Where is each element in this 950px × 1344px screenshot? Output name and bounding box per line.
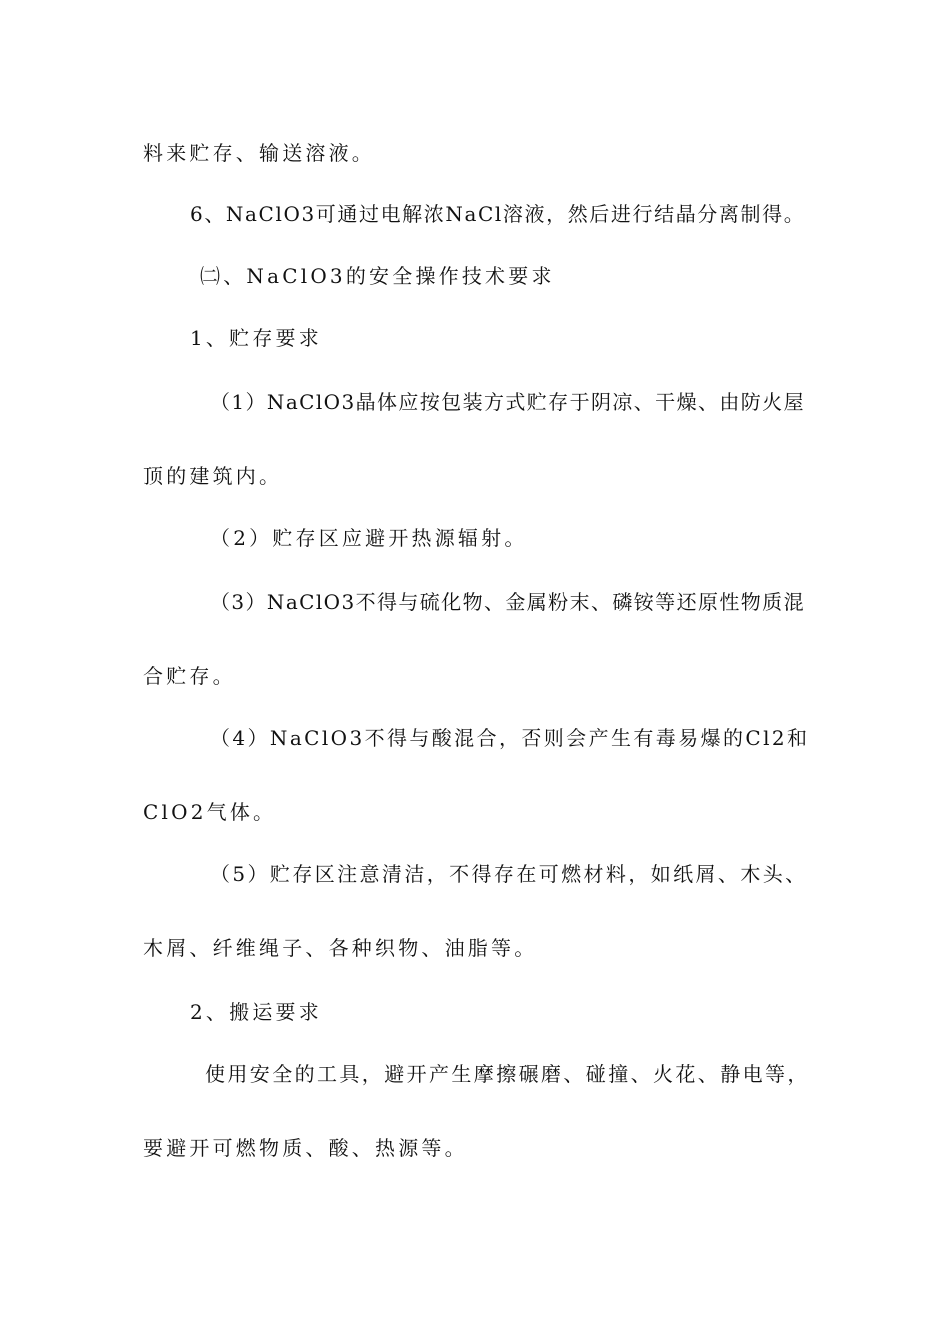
text-line-10: （4）NaClO3不得与酸混合，否则会产生有毒易爆的Cl2和 — [210, 726, 810, 750]
text-line-15: 使用安全的工具，避开产生摩擦碾磨、碰撞、火花、静电等， — [205, 1062, 810, 1086]
text-line-16: 要避开可燃物质、酸、热源等。 — [143, 1136, 468, 1160]
text-line-6: 顶的建筑内。 — [143, 464, 283, 488]
text-line-5: （1）NaClO3晶体应按包装方式贮存于阴凉、干燥、由防火屋 — [210, 390, 805, 414]
text-line-12: （5）贮存区注意清洁，不得存在可燃材料，如纸屑、木头、 — [210, 862, 808, 886]
section-heading: ㈡、NaClO3的安全操作技术要求 — [200, 264, 555, 288]
text-line-1: 料来贮存、输送溶液。 — [143, 141, 375, 165]
text-line-11: ClO2气体。 — [143, 800, 277, 824]
subsection-heading-storage: 1、贮存要求 — [190, 326, 322, 350]
text-line-7: （2）贮存区应避开热源辐射。 — [210, 526, 528, 550]
subsection-heading-handling: 2、搬运要求 — [190, 1000, 322, 1024]
text-line-2: 6、NaClO3可通过电解浓NaCl溶液，然后进行结晶分离制得。 — [190, 202, 806, 226]
text-line-8: （3）NaClO3不得与硫化物、金属粉末、磷铵等还原性物质混 — [210, 590, 805, 614]
text-line-13: 木屑、纤维绳子、各种织物、油脂等。 — [143, 936, 538, 960]
text-line-9: 合贮存。 — [143, 664, 236, 688]
